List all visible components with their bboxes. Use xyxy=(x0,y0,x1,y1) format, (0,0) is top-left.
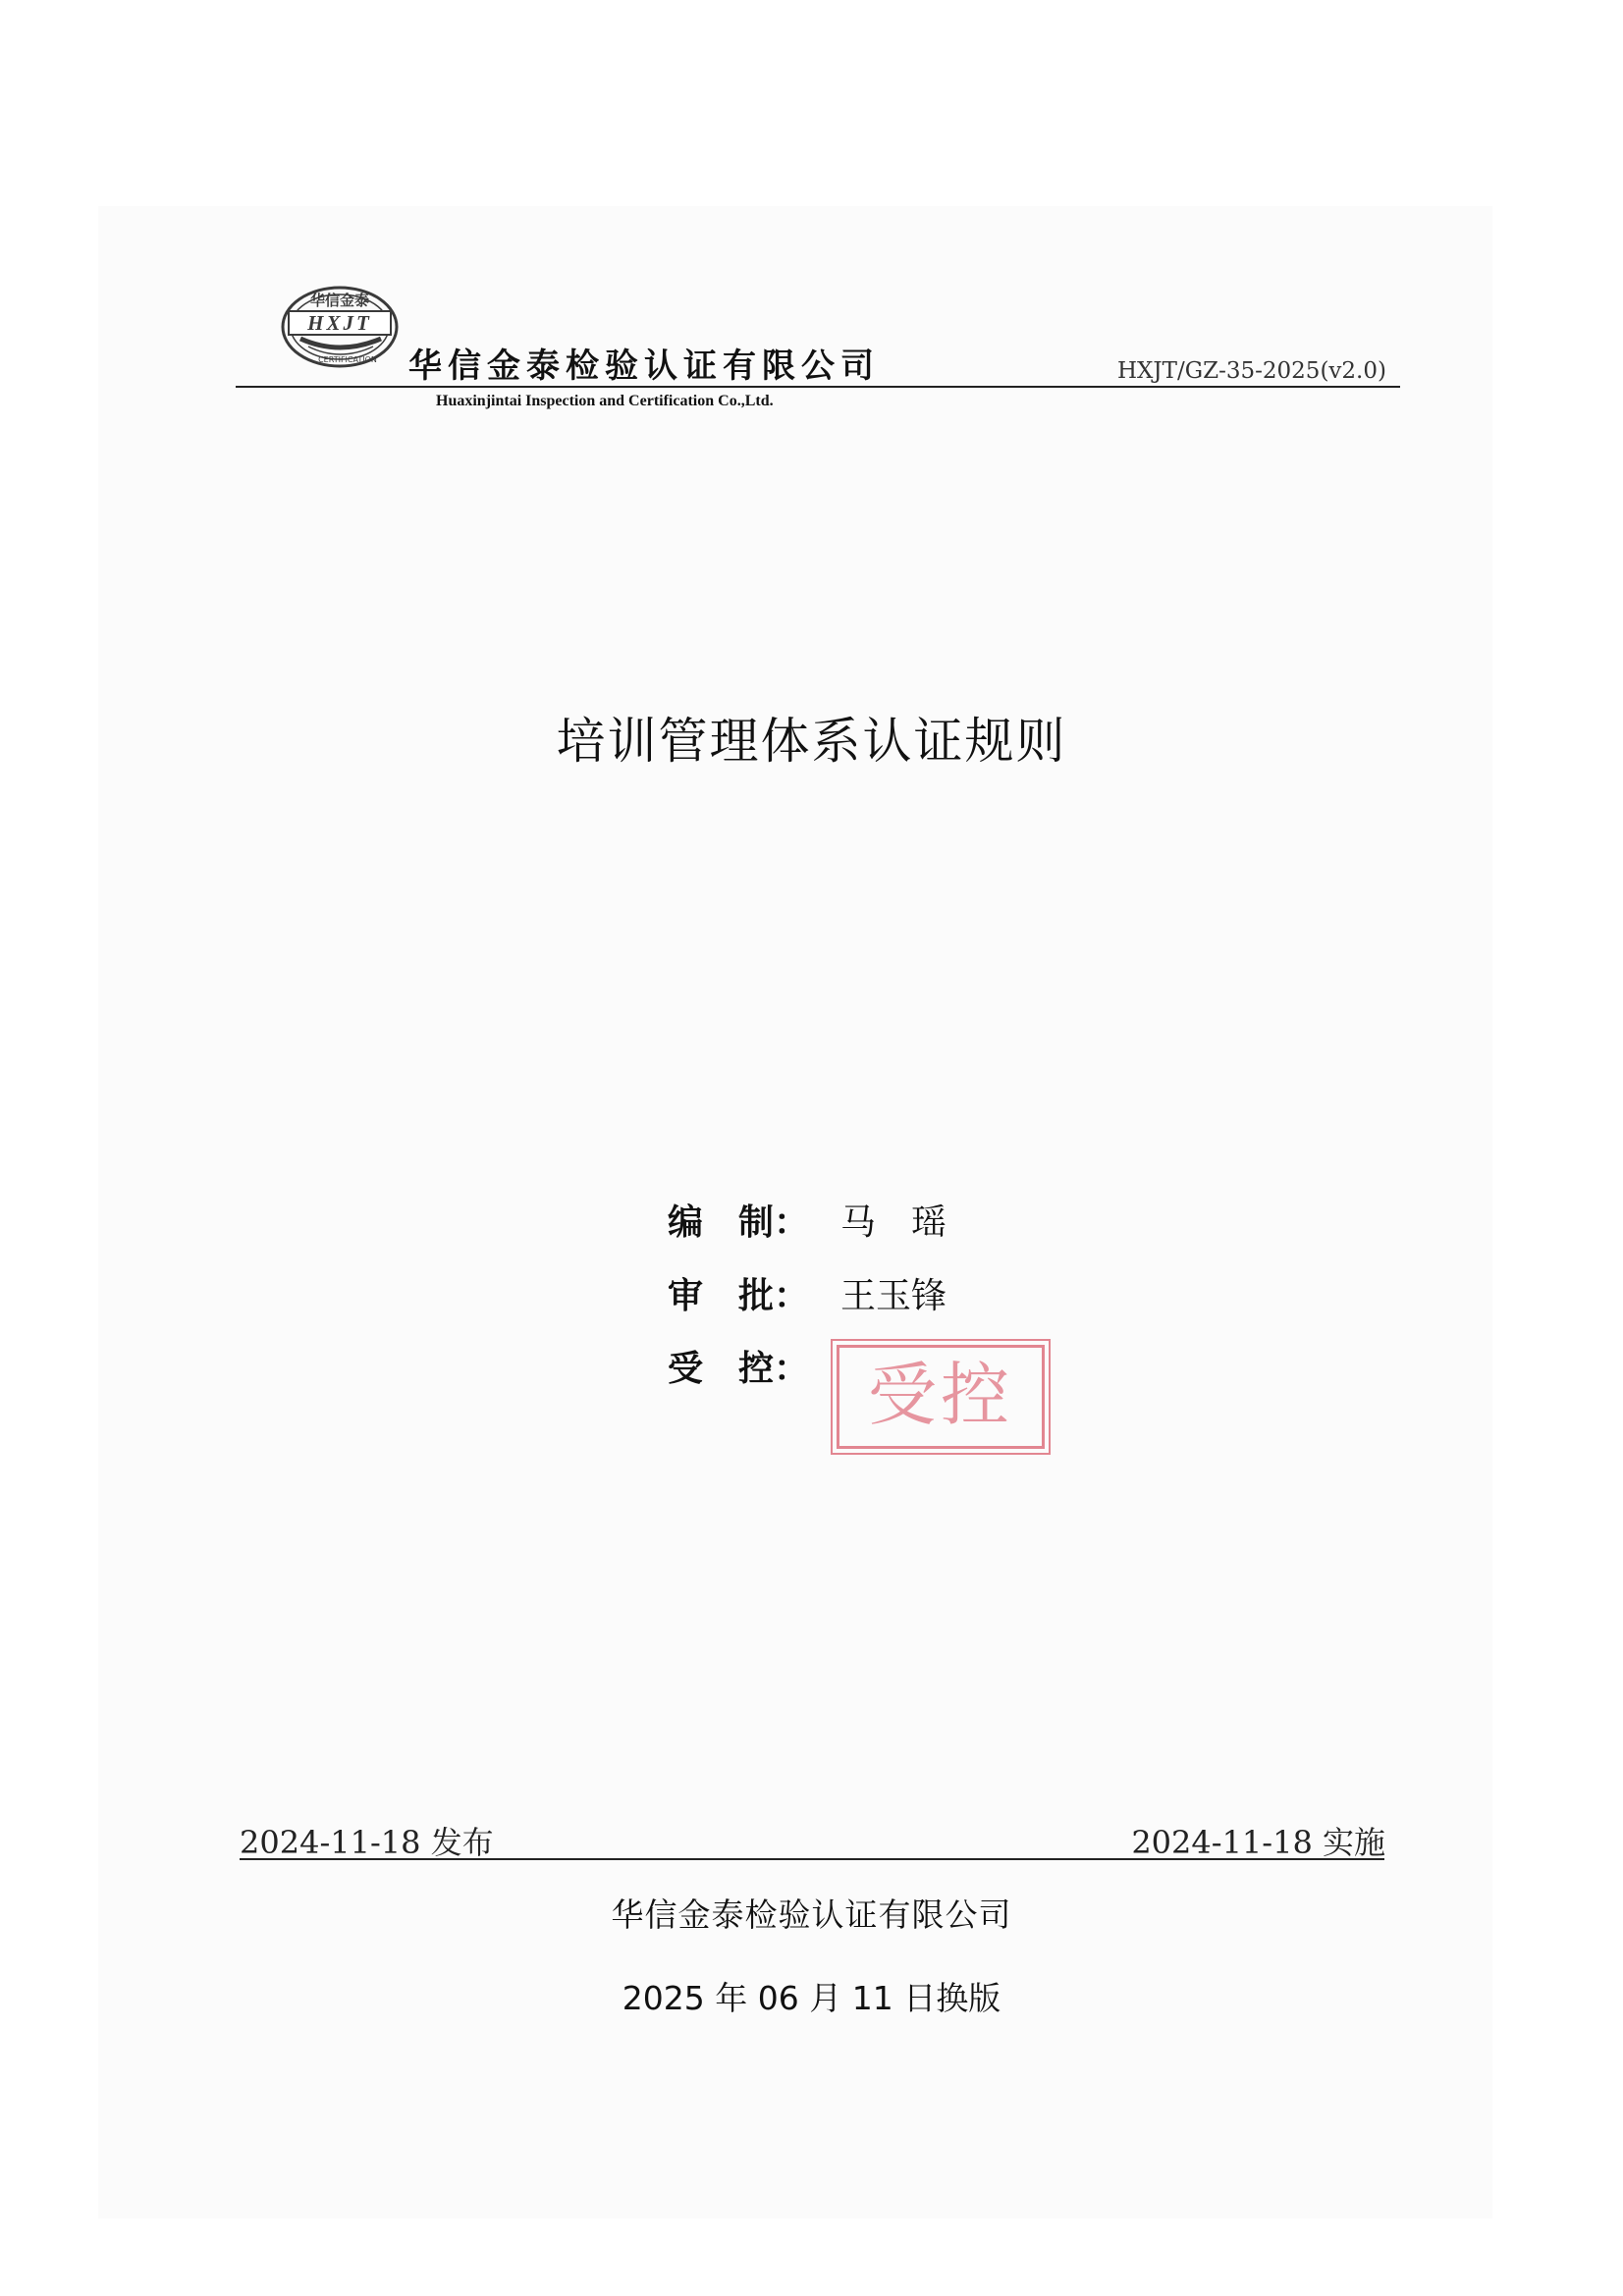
compiler-label: 编 制： xyxy=(668,1201,810,1243)
logo-top-text: 华信金泰 xyxy=(309,292,370,309)
company-logo xyxy=(279,278,401,372)
implementation-date: 2024-11-18 实施 xyxy=(1131,1824,1385,1861)
footer-company-name: 华信金泰检验认证有限公司 xyxy=(611,1896,1012,1934)
approver-label: 审 批： xyxy=(668,1275,810,1316)
approver-name: 王玉锋 xyxy=(840,1276,947,1316)
logo-initials: HXJT xyxy=(307,311,372,335)
controlled-stamp: 受控 xyxy=(837,1345,1045,1449)
company-name-cn: 华信金泰检验认证有限公司 xyxy=(408,347,880,386)
document-code: HXJT/GZ-35-2025(v2.0) xyxy=(1117,358,1386,384)
logo-ring-text: CERTIFICATION xyxy=(318,355,377,364)
header-divider xyxy=(236,386,1400,388)
revision-date: 2025 年 06 月 11 日换版 xyxy=(622,1979,1001,2017)
footer-divider xyxy=(240,1858,1384,1860)
controlled-label: 受 控： xyxy=(668,1348,810,1389)
compiler-name: 马 瑶 xyxy=(840,1202,947,1243)
issue-date: 2024-11-18 发布 xyxy=(240,1824,494,1861)
document-title: 培训管理体系认证规则 xyxy=(556,713,1067,770)
company-name-en: Huaxinjintai Inspection and Certification Co.,Ltd. xyxy=(436,393,774,409)
